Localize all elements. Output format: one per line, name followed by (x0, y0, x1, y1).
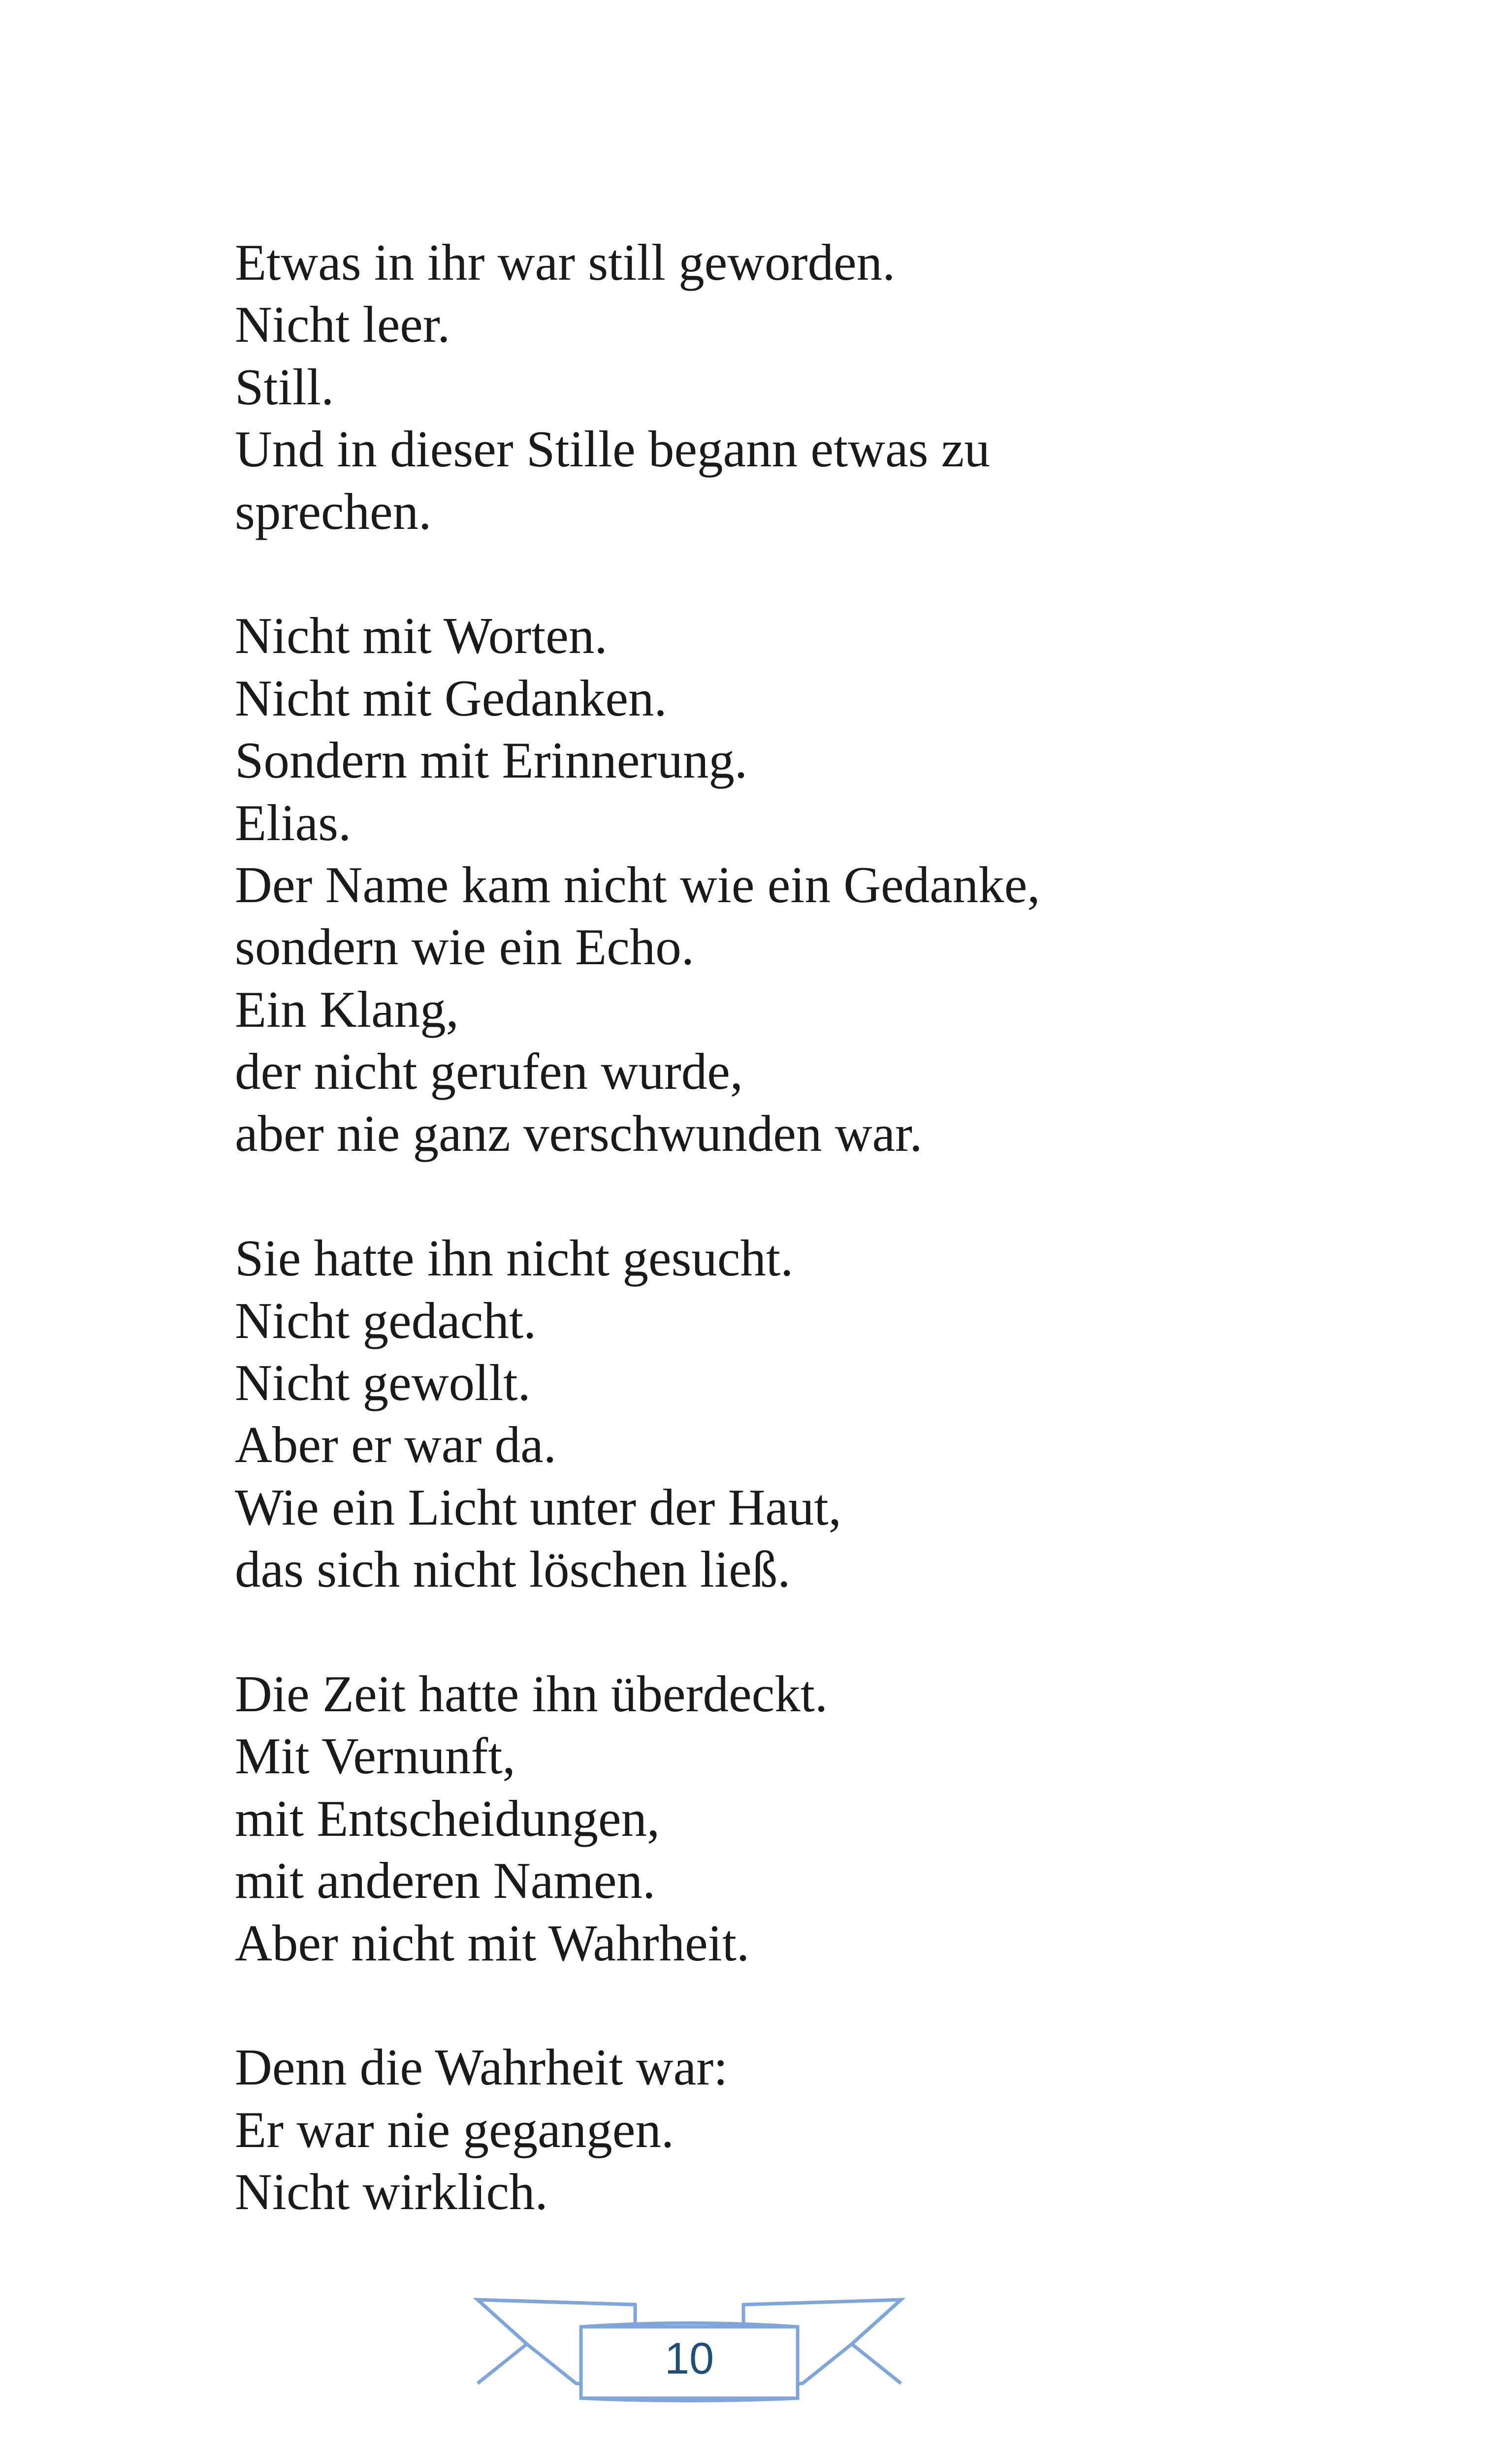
text-line: Aber er war da. (235, 1416, 556, 1474)
stanza-2 (235, 605, 1318, 1165)
text-line: Nicht mit Worten. (235, 607, 608, 665)
stanza-1 (235, 231, 1318, 543)
page-number: 10 (664, 2334, 714, 2383)
text-line: sondern wie ein Echo. (235, 918, 695, 976)
text-line: Nicht mit Gedanken. (235, 669, 667, 727)
stanza-5 (235, 2036, 1318, 2223)
text-line: Mit Vernunft, (235, 1727, 515, 1785)
text-line: Nicht leer. (235, 295, 450, 354)
text-line: das sich nicht löschen ließ. (235, 1540, 791, 1598)
text-line: Sie hatte ihn nicht gesucht. (235, 1229, 794, 1287)
stanza-4 (235, 1663, 1318, 1974)
text-line: Nicht gewollt. (235, 1354, 531, 1412)
text-line: Still. (235, 358, 334, 416)
text-line: Aber nicht mit Wahrheit. (235, 1914, 750, 1972)
text-line: Sondern mit Erinnerung. (235, 731, 748, 789)
text-line: sprechen. (235, 482, 432, 540)
text-line: Und in dieser Stille begann etwas zu (235, 420, 990, 478)
text-line: Der Name kam nicht wie ein Gedanke, (235, 855, 1040, 913)
page-number-banner (473, 2285, 906, 2413)
text-line: mit Entscheidungen, (235, 1789, 660, 1847)
text-line: Nicht wirklich. (235, 2163, 548, 2221)
text-line: Denn die Wahrheit war: (235, 2038, 728, 2096)
stanza-3 (235, 1227, 1318, 1600)
poem-body (235, 231, 1318, 2285)
text-line: der nicht gerufen wurde, (235, 1042, 743, 1101)
text-line: mit anderen Namen. (235, 1852, 656, 1910)
text-line: Ein Klang, (235, 980, 459, 1038)
text-line: aber nie ganz verschwunden war. (235, 1105, 923, 1163)
text-line: Nicht gedacht. (235, 1291, 537, 1349)
text-line: Elias. (235, 793, 352, 851)
text-line: Er war nie gegangen. (235, 2100, 675, 2158)
text-line: Die Zeit hatte ihn überdeckt. (235, 1664, 828, 1723)
text-line: Wie ein Licht unter der Haut, (235, 1478, 841, 1536)
text-line: Etwas in ihr war still geworden. (235, 233, 896, 291)
